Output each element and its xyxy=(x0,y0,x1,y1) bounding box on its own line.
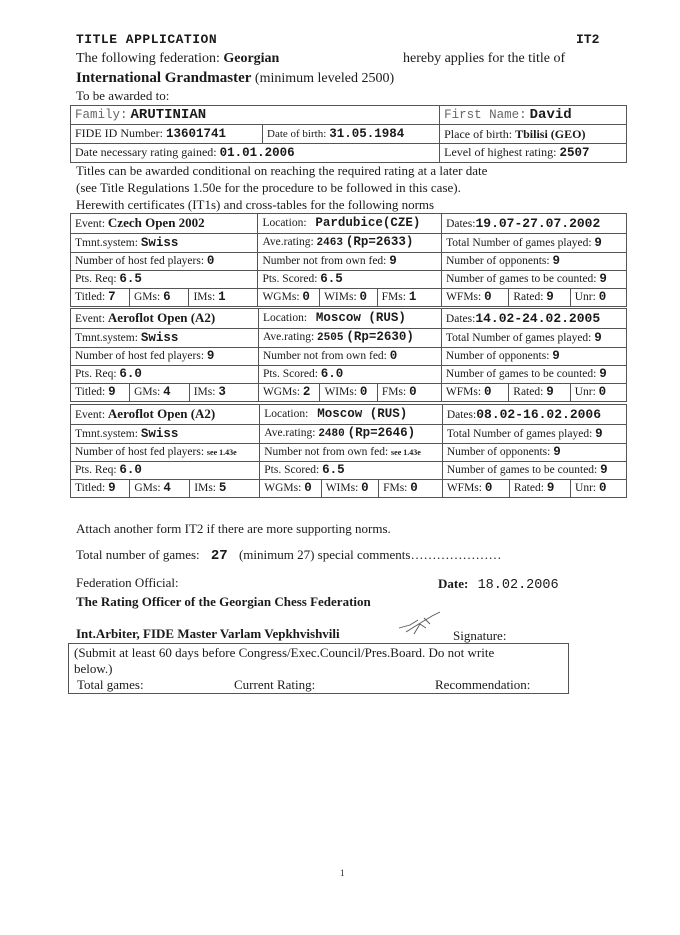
office-use-box xyxy=(68,643,569,694)
form-title: TITLE APPLICATION xyxy=(76,32,218,47)
field-value: 0 xyxy=(304,481,312,495)
dates-cell xyxy=(441,309,626,329)
title-min: (minimum leveled 2500) xyxy=(254,71,395,86)
event-cell xyxy=(71,405,260,425)
family-cell: Family: ARUTINIAN xyxy=(71,106,440,125)
not-own-fed-value: 0 xyxy=(389,349,398,363)
field-label: GMs: xyxy=(133,291,161,303)
field-label: Rated: xyxy=(513,386,544,398)
field-label: Pts. Req: xyxy=(75,464,117,476)
to-count-cell xyxy=(441,366,626,384)
title-name: International Grandmaster xyxy=(76,70,252,86)
rp-value: (Rp=2633) xyxy=(345,235,414,249)
total-played-value: 9 xyxy=(594,235,602,250)
ims-cell xyxy=(189,289,258,307)
field-value: 6 xyxy=(163,290,171,304)
not-own-fed-value: see 1.43e xyxy=(391,448,421,457)
not-own-fed-cell xyxy=(258,348,441,366)
wgms-cell xyxy=(258,384,320,402)
field-label: Ave.rating: xyxy=(264,427,316,439)
gms-cell xyxy=(129,289,188,307)
attach-note: Attach another form IT2 if there are more supporting norms. xyxy=(76,521,391,536)
location-value: Moscow (RUS) xyxy=(315,311,406,325)
arbiter-name: Int.Arbiter, FIDE Master Varlam Vepkhvishvili xyxy=(76,626,340,641)
field-label: Number of games to be counted: xyxy=(446,273,597,285)
rated-cell xyxy=(509,480,570,498)
field-value: 1 xyxy=(218,290,226,304)
pob-value: Tbilisi (GEO) xyxy=(515,126,586,141)
ims-cell xyxy=(190,480,260,498)
wims-cell xyxy=(320,289,378,307)
pts-scored-value: 6.5 xyxy=(320,272,343,286)
field-label: Number of host fed players: xyxy=(75,350,205,362)
not-own-fed-cell xyxy=(260,444,443,462)
first-name-cell: First Name: David xyxy=(440,106,627,125)
rp-value: (Rp=2630) xyxy=(346,330,414,344)
unr-cell xyxy=(570,384,626,402)
form-code: IT2 xyxy=(576,32,600,47)
wgms-cell xyxy=(260,480,321,498)
current-rating-field: Current Rating: xyxy=(234,677,316,692)
field-label: Unr: xyxy=(575,482,597,494)
field-label: Number of opponents: xyxy=(446,446,551,458)
field-label: Titled: xyxy=(75,482,106,494)
opponents-cell xyxy=(441,348,626,366)
field-value: 0 xyxy=(483,385,492,399)
wims-cell xyxy=(320,384,377,402)
total-played-value: 9 xyxy=(594,330,602,345)
recommendation-field: Recommendation: xyxy=(435,677,531,692)
to-count-cell xyxy=(442,462,626,480)
field-label: Total Number of games played: xyxy=(446,427,593,440)
pts-scored-value: 6.0 xyxy=(320,367,344,381)
not-own-fed-value: 9 xyxy=(389,254,397,268)
application-date-value: 18.02.2006 xyxy=(477,578,559,593)
field-label: Event: xyxy=(75,313,106,325)
opponents-value: 9 xyxy=(552,349,560,363)
field-label: GMs: xyxy=(134,482,161,494)
field-label: Location: xyxy=(262,312,308,324)
field-label: Total Number of games played: xyxy=(445,331,592,344)
event-cell xyxy=(71,309,259,329)
field-label: Titled: xyxy=(75,291,106,303)
field-label: Rated: xyxy=(513,291,544,303)
submit-note-1: (Submit at least 60 days before Congress/Exec.Council/Pres.Board. Do not write xyxy=(74,645,495,660)
field-label: WIMs: xyxy=(324,386,358,398)
field-label: Number of games to be counted: xyxy=(446,464,598,476)
field-value: 0 xyxy=(409,385,417,399)
host-fed-cell xyxy=(71,253,258,271)
location-value: Moscow (RUS) xyxy=(317,407,408,421)
ave-rating-cell xyxy=(258,329,441,348)
pob-cell: Place of birth: Tbilisi (GEO) xyxy=(440,125,627,144)
rating-date-value: 01.01.2006 xyxy=(219,146,295,160)
note-line-1: Titles can be awarded conditional on reaching the required rating at a later date xyxy=(76,163,488,178)
dates-cell xyxy=(442,405,626,425)
total-games-field: Total games: xyxy=(77,677,144,692)
signature-label: Signature: xyxy=(453,628,507,643)
awarded-to: To be awarded to: xyxy=(76,88,170,103)
field-label: Pts. Scored: xyxy=(264,464,320,476)
field-label: Ave.rating: xyxy=(262,236,314,248)
pts-req-cell xyxy=(71,271,258,289)
to-count-value: 9 xyxy=(600,463,608,477)
titled-cell xyxy=(71,289,130,307)
field-label: Number not from own fed: xyxy=(262,255,387,267)
ave-rating-value: 2505 xyxy=(317,332,344,344)
highest-rating-value: 2507 xyxy=(559,146,590,160)
family-value: ARUTINIAN xyxy=(130,107,207,123)
field-label: Location: xyxy=(262,217,307,229)
ims-cell xyxy=(189,384,258,402)
field-label: Dates: xyxy=(446,408,477,421)
pts-req-value: 6.5 xyxy=(119,272,142,286)
system-cell xyxy=(71,425,260,444)
field-value: 0 xyxy=(484,481,493,495)
field-value: 9 xyxy=(546,290,554,304)
field-label: Tmnt.system: xyxy=(75,427,138,440)
field-value: 0 xyxy=(359,385,368,399)
rating-date-cell: Date necessary rating gained: 01.01.2006 xyxy=(71,144,440,163)
field-value: 2 xyxy=(302,385,311,399)
field-label: Number not from own fed: xyxy=(262,350,387,362)
field-value: 9 xyxy=(108,385,116,399)
field-value: 0 xyxy=(484,290,492,304)
field-value: 3 xyxy=(218,385,226,399)
unr-cell xyxy=(570,289,626,307)
dates-value: 08.02-16.02.2006 xyxy=(476,406,602,422)
field-label: Number of opponents: xyxy=(446,255,550,267)
dob-cell: Date of birth: 31.05.1984 xyxy=(263,125,440,144)
field-value: 0 xyxy=(598,385,607,399)
unr-cell xyxy=(571,480,627,498)
rated-cell xyxy=(509,289,570,307)
total-games-value: 27 xyxy=(210,548,228,564)
field-value: 9 xyxy=(546,385,554,399)
page-number: 1 xyxy=(340,868,345,878)
pts-req-cell xyxy=(71,462,260,480)
total-games-line: Total number of games: 27 (minimum 27) special comments………………… xyxy=(76,547,502,564)
field-label: Tmnt.system: xyxy=(75,331,138,344)
field-label: WFMs: xyxy=(446,482,482,494)
field-label: Unr: xyxy=(574,386,596,398)
field-label: Number of host fed players: xyxy=(75,255,205,267)
fms-cell xyxy=(377,289,441,307)
field-label: IMs: xyxy=(193,291,216,303)
note-line-2: (see Title Regulations 1.50e for the procedure to be followed in this case). xyxy=(76,180,461,195)
to-count-cell xyxy=(442,271,627,289)
pts-req-cell xyxy=(71,366,259,384)
fms-cell xyxy=(379,480,443,498)
gms-cell xyxy=(130,480,190,498)
ave-rating-cell xyxy=(258,234,442,253)
system-value: Swiss xyxy=(140,330,179,345)
total-played-cell xyxy=(442,425,626,444)
field-label: WIMs: xyxy=(324,291,357,303)
system-value: Swiss xyxy=(140,426,179,441)
field-label: Titled: xyxy=(75,386,106,398)
field-label: Event: xyxy=(75,218,106,230)
field-label: IMs: xyxy=(194,482,217,494)
fide-id-cell: FIDE ID Number: 13601741 xyxy=(71,125,263,144)
wims-cell xyxy=(321,480,378,498)
ave-rating-cell xyxy=(260,425,443,444)
field-label: WGMs: xyxy=(264,482,302,494)
field-label: FMs: xyxy=(383,482,408,494)
dates-cell xyxy=(442,214,627,234)
title-line xyxy=(76,70,394,87)
norm-table-3 xyxy=(70,404,627,498)
location-cell xyxy=(260,405,443,425)
location-cell xyxy=(258,309,441,329)
system-value: Swiss xyxy=(140,235,179,250)
field-label: Ave.rating: xyxy=(262,331,315,343)
dates-value: 19.07-27.07.2002 xyxy=(475,215,601,231)
field-value: 4 xyxy=(163,481,171,495)
pts-scored-cell xyxy=(260,462,443,480)
field-value: 1 xyxy=(408,290,417,304)
field-label: Pts. Scored: xyxy=(262,273,318,285)
field-label: FMs: xyxy=(381,291,406,303)
application-date: Date: 18.02.2006 xyxy=(438,576,559,593)
signature-scribble-icon xyxy=(396,610,446,640)
opponents-cell xyxy=(442,444,626,462)
rated-cell xyxy=(509,384,570,402)
field-label: Event: xyxy=(75,409,106,421)
gms-cell xyxy=(130,384,190,402)
field-value: 4 xyxy=(163,385,171,399)
field-label: Number of games to be counted: xyxy=(445,368,597,380)
ave-rating-value: 2463 xyxy=(316,237,343,249)
highest-rating-cell: Level of highest rating: 2507 xyxy=(440,144,627,163)
total-played-cell xyxy=(442,234,627,253)
dates-value: 14.02-24.02.2005 xyxy=(475,310,601,326)
wfms-cell xyxy=(442,289,509,307)
field-label: Pts. Scored: xyxy=(262,368,318,380)
pts-scored-cell xyxy=(258,366,441,384)
to-count-value: 9 xyxy=(599,367,607,381)
federation-line xyxy=(76,51,566,67)
field-label: IMs: xyxy=(193,386,216,398)
field-label: Pts. Req: xyxy=(75,273,117,285)
field-label: WFMs: xyxy=(445,386,482,398)
opponents-value: 9 xyxy=(553,445,561,459)
field-label: Dates: xyxy=(445,312,476,325)
field-label: FMs: xyxy=(381,386,407,398)
field-value: 0 xyxy=(599,481,607,495)
ave-rating-value: 2480 xyxy=(318,428,345,440)
field-label: Dates: xyxy=(446,217,476,230)
first-name-value: David xyxy=(529,107,572,123)
rp-value: (Rp=2646) xyxy=(347,426,416,440)
field-label: Tmnt.system: xyxy=(75,236,138,249)
titled-cell xyxy=(71,480,130,498)
field-label: Total Number of games played: xyxy=(446,236,592,249)
field-value: 0 xyxy=(302,290,310,304)
field-value: 7 xyxy=(108,290,116,304)
location-cell xyxy=(258,214,442,234)
field-label: WIMs: xyxy=(325,482,359,494)
to-count-value: 9 xyxy=(599,272,607,286)
not-own-fed-cell xyxy=(258,253,442,271)
event-cell xyxy=(71,214,258,234)
field-label: Number not from own fed: xyxy=(264,446,389,458)
field-value: 0 xyxy=(598,290,607,304)
field-label: WFMs: xyxy=(446,291,482,303)
field-label: WGMs: xyxy=(262,386,301,398)
opponents-value: 9 xyxy=(552,254,560,268)
federation-prefix: The following federation: xyxy=(76,51,220,66)
applies-text: hereby applies for the title of xyxy=(403,51,566,66)
field-label: Rated: xyxy=(513,482,544,494)
field-label: Pts. Req: xyxy=(75,368,117,380)
host-fed-value: 9 xyxy=(206,349,215,363)
wfms-cell xyxy=(442,480,509,498)
host-fed-cell xyxy=(71,444,260,462)
field-value: 9 xyxy=(108,481,116,495)
field-value: 0 xyxy=(361,481,369,495)
rating-officer: The Rating Officer of the Georgian Chess Federation xyxy=(76,594,371,609)
wfms-cell xyxy=(441,384,508,402)
host-fed-value: 0 xyxy=(206,254,215,268)
fide-id-value: 13601741 xyxy=(165,127,226,141)
field-label: Location: xyxy=(264,408,309,420)
pts-scored-cell xyxy=(258,271,442,289)
field-label: Number of host fed players: xyxy=(75,446,205,458)
field-value: 5 xyxy=(218,481,227,495)
titled-cell xyxy=(71,384,130,402)
event-value: Aeroflot Open (A2) xyxy=(107,310,216,325)
norm-table-2 xyxy=(70,308,627,402)
host-fed-value: see 1.43e xyxy=(206,448,237,457)
pts-req-value: 6.0 xyxy=(119,463,142,477)
event-value: Aeroflot Open (A2) xyxy=(107,406,216,421)
submit-note-2: below.) xyxy=(74,661,113,676)
field-label: GMs: xyxy=(134,386,161,398)
host-fed-cell xyxy=(71,348,259,366)
system-cell xyxy=(71,329,259,348)
pts-scored-value: 6.5 xyxy=(322,463,345,477)
total-played-value: 9 xyxy=(595,426,603,441)
event-value: Czech Open 2002 xyxy=(107,215,205,230)
total-played-cell xyxy=(441,329,626,348)
norm-table-1 xyxy=(70,213,627,307)
field-value: 0 xyxy=(359,290,368,304)
federation-official-label: Federation Official: xyxy=(76,575,179,590)
pts-req-value: 6.0 xyxy=(119,367,142,381)
dob-value: 31.05.1984 xyxy=(329,127,405,141)
federation-name: Georgian xyxy=(223,51,280,66)
field-label: Number of opponents: xyxy=(445,350,550,362)
field-value: 0 xyxy=(410,481,418,495)
note-line-3: Herewith certificates (IT1s) and cross-tables for the following norms xyxy=(76,197,435,212)
player-table xyxy=(70,105,627,163)
system-cell xyxy=(71,234,258,253)
location-value: Pardubice(CZE) xyxy=(315,216,421,230)
field-label: WGMs: xyxy=(262,291,300,303)
field-value: 9 xyxy=(546,481,555,495)
field-label: Unr: xyxy=(574,291,596,303)
fms-cell xyxy=(377,384,441,402)
wgms-cell xyxy=(258,289,320,307)
opponents-cell xyxy=(442,253,627,271)
